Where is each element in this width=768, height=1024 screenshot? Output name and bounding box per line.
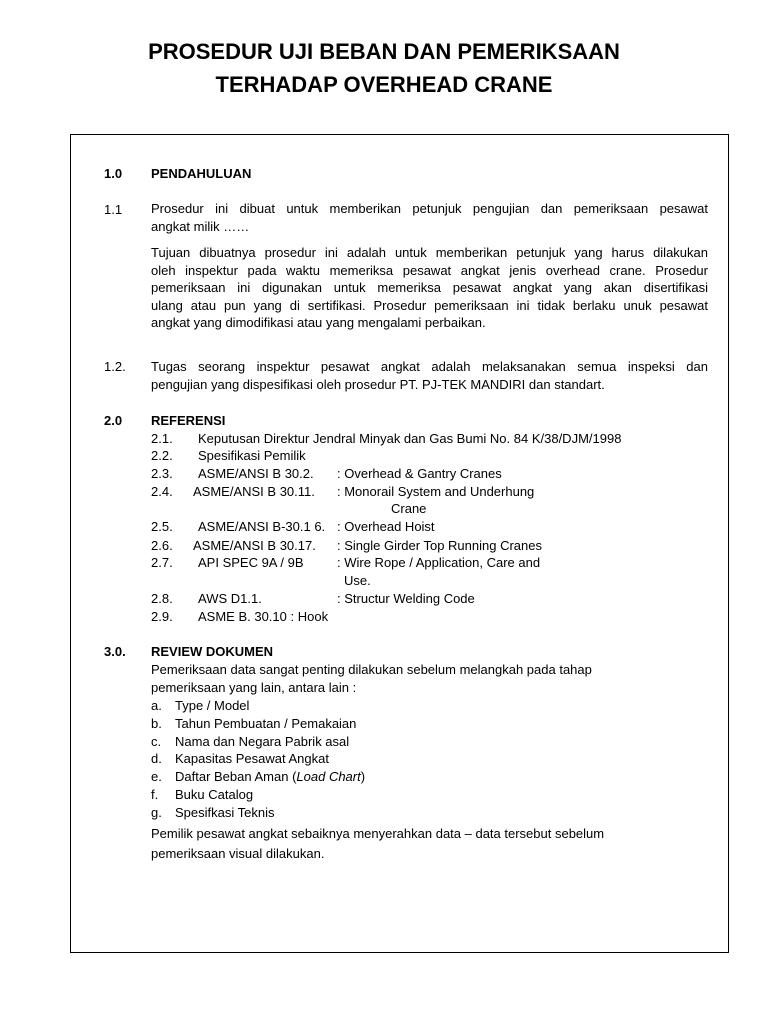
para-1-1-number: 1.1 — [104, 202, 123, 217]
list-item-text: Spesifkasi Teknis — [175, 805, 275, 820]
list-item-letter: c. — [151, 734, 162, 749]
ref-description: : Single Girder Top Running Cranes — [337, 538, 542, 553]
list-item-text: Tahun Pembuatan / Pemakaian — [175, 716, 357, 731]
list-item-text-main: Daftar Beban Aman ( — [175, 769, 297, 784]
section-3-heading: REVIEW DOKUMEN — [151, 644, 274, 659]
para-line: pemeriksaan ini digunakan untuk memeriksa pesawat angkat yang akan disertifikasi — [151, 280, 708, 295]
review-outro-line: Pemilik pesawat angkat sebaiknya menyerahkan data – data tersebut sebelum — [151, 826, 605, 841]
review-intro-line: Pemeriksaan data sangat penting dilakukan sebelum melangkah pada tahap — [151, 662, 592, 677]
para-1-2 — [151, 358, 708, 393]
ref-number: 2.8. — [151, 591, 173, 606]
list-item-letter: g. — [151, 805, 162, 820]
ref-code: Spesifikasi Pemilik — [198, 448, 306, 463]
para-1-2-number: 1.2. — [104, 359, 126, 374]
ref-code: ASME B. 30.10 : Hook — [198, 609, 329, 624]
list-item-text-italic: Load Chart — [296, 769, 361, 784]
ref-number: 2.5. — [151, 519, 173, 534]
ref-code: ASME/ANSI B 30.17. — [193, 538, 316, 553]
title-line-2: TERHADAP OVERHEAD CRANE — [215, 72, 553, 97]
ref-code: API SPEC 9A / 9B — [198, 555, 304, 570]
ref-code: AWS D1.1. — [198, 591, 262, 606]
ref-number: 2.2. — [151, 448, 173, 463]
review-intro-line: pemeriksaan yang lain, antara lain : — [151, 680, 357, 695]
list-item-letter: f. — [151, 787, 159, 802]
para-line: Prosedur ini dibuat untuk memberikan petunjuk pengujian dan pemeriksaan pesawat — [151, 201, 708, 216]
ref-code: Keputusan Direktur Jendral Minyak dan Gas Bumi No. 84 K/38/DJM/1998 — [198, 431, 622, 446]
list-item-letter: e. — [151, 769, 162, 784]
list-item-letter: d. — [151, 751, 162, 766]
ref-description-continued: Use. — [344, 573, 371, 588]
para-1-1-purpose — [151, 244, 708, 332]
para-line: oleh inspektur pada waktu memeriksa pesawat angkat jenis overhead crane. Prosedur — [151, 262, 708, 278]
para-line: angkat milik …… — [151, 218, 250, 234]
para-line: Tujuan dibuatnya prosedur ini adalah untuk memberikan petunjuk yang harus dilakukan — [151, 245, 708, 260]
list-item-text: Buku Catalog — [175, 787, 254, 802]
section-1-heading: PENDAHULUAN — [151, 166, 252, 181]
ref-number: 2.4. — [151, 484, 173, 499]
review-outro-line: pemeriksaan visual dilakukan. — [151, 846, 325, 861]
para-1-1 — [151, 200, 708, 235]
ref-description: : Structur Welding Code — [337, 591, 475, 606]
ref-description: : Monorail System and Underhung — [337, 484, 535, 499]
section-1-number: 1.0 — [104, 166, 123, 181]
section-3-number: 3.0. — [104, 644, 126, 659]
ref-number: 2.1. — [151, 431, 173, 446]
ref-number: 2.9. — [151, 609, 173, 624]
ref-code: ASME/ANSI B 30.2. — [198, 466, 314, 481]
ref-description: : Wire Rope / Application, Care and — [337, 555, 541, 570]
page-title — [0, 35, 768, 101]
ref-description: : Overhead Hoist — [337, 519, 435, 534]
ref-code: ASME/ANSI B-30.1 6. — [198, 519, 326, 534]
list-item-letter: a. — [151, 698, 162, 713]
title-line-1: PROSEDUR UJI BEBAN DAN PEMERIKSAAN — [148, 39, 620, 64]
list-item-text — [175, 768, 365, 785]
para-line: pengujian yang dispesifikasi oleh prosedur PT. PJ-TEK MANDIRI dan standart. — [151, 376, 605, 392]
ref-number: 2.7. — [151, 555, 173, 570]
ref-code: ASME/ANSI B 30.11. — [193, 484, 315, 499]
para-line: angkat yang dimodifikasi atau yang mengalami perbaikan. — [151, 315, 486, 330]
list-item-text: Type / Model — [175, 698, 250, 713]
list-item-text-after: ) — [360, 769, 366, 784]
section-2-heading: REFERENSI — [151, 413, 226, 428]
ref-description-continued: Crane — [391, 501, 427, 516]
section-2-number: 2.0 — [104, 413, 123, 428]
ref-description: : Overhead & Gantry Cranes — [337, 466, 502, 481]
list-item-letter: b. — [151, 716, 162, 731]
list-item-text: Nama dan Negara Pabrik asal — [175, 734, 350, 749]
list-item-text: Kapasitas Pesawat Angkat — [175, 751, 329, 766]
ref-number: 2.6. — [151, 538, 173, 553]
para-line: Tugas seorang inspektur pesawat angkat adalah melaksanakan semua inspeksi dan — [151, 359, 708, 374]
ref-number: 2.3. — [151, 466, 173, 481]
para-line: ulang atau pun yang di sertifikasi. Prosedur pemeriksaan ini tidak berlaku unuk pesawat — [151, 297, 708, 313]
